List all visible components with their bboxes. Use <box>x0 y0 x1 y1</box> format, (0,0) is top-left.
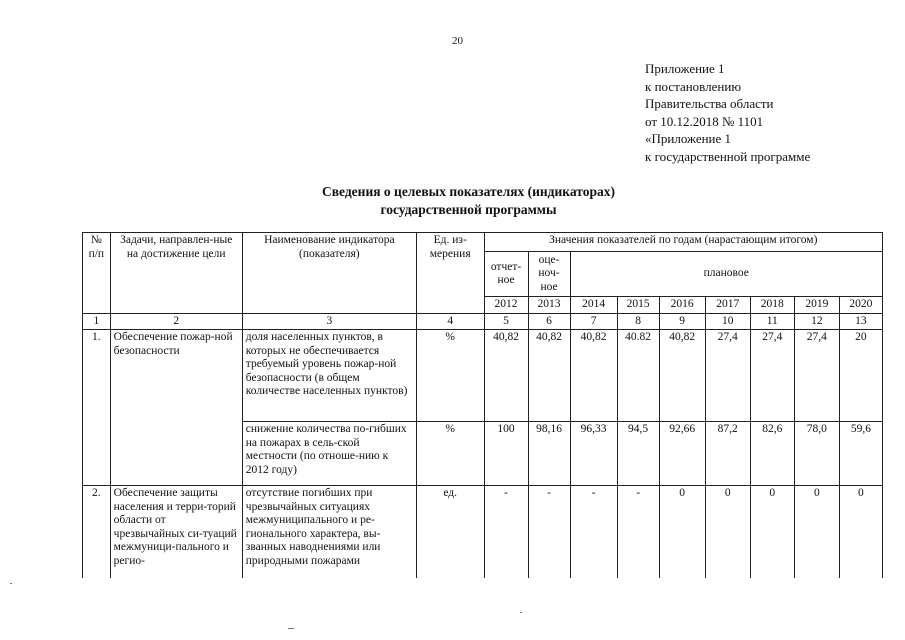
year-cell: 2015 <box>617 297 659 314</box>
value-cell: 96,33 <box>570 422 617 486</box>
header-values-group: Значения показателей по годам (нарастающим итогом) <box>484 233 883 252</box>
header-planned: плановое <box>570 252 882 297</box>
value-cell: 94,5 <box>617 422 659 486</box>
column-number: 8 <box>617 313 659 330</box>
scan-speck <box>10 583 12 584</box>
value-cell: 40,82 <box>570 330 617 422</box>
column-number: 6 <box>528 313 570 330</box>
appendix-line: Правительства области <box>645 96 774 111</box>
table-row <box>83 330 883 422</box>
year-cell: 2017 <box>705 297 750 314</box>
column-number: 10 <box>705 313 750 330</box>
header-indicator: Наименование индикатора (показателя) <box>242 233 416 314</box>
year-cell: 2012 <box>484 297 528 314</box>
value-cell: - <box>484 486 528 586</box>
row-number: 2. <box>83 486 111 586</box>
unit-cell: % <box>416 330 484 422</box>
scan-speck <box>288 628 294 629</box>
value-cell: 40,82 <box>528 330 570 422</box>
appendix-line: «Приложение 1 <box>645 131 732 146</box>
scan-speck <box>520 612 522 613</box>
value-cell: 0 <box>705 486 750 586</box>
appendix-line: к постановлению <box>645 78 742 94</box>
header-tasks: Задачи, направлен-ные на достижение цели <box>110 233 242 314</box>
table-row <box>83 486 883 586</box>
header-estimated: оце-ноч-ное <box>528 252 570 297</box>
year-cell: 2014 <box>570 297 617 314</box>
value-cell: 0 <box>794 486 839 586</box>
value-cell: 78,0 <box>794 422 839 486</box>
appendix-line: к государственной программе <box>645 148 811 164</box>
column-number: 3 <box>242 313 416 330</box>
task-cell: Обеспечение пожар-ной безопасности <box>110 330 242 486</box>
column-number: 13 <box>839 313 882 330</box>
value-cell: 20 <box>839 330 882 422</box>
column-number: 12 <box>794 313 839 330</box>
indicator-name: снижение количества по-гибших на пожарах в сель-ской местности (по отноше-нию к 2012 году) <box>242 422 416 486</box>
value-cell: - <box>570 486 617 586</box>
value-cell: 40.82 <box>617 330 659 422</box>
column-number: 11 <box>750 313 794 330</box>
column-number: 1 <box>83 313 111 330</box>
year-cell: 2016 <box>659 297 705 314</box>
value-cell: 40,82 <box>659 330 705 422</box>
value-cell: 0 <box>839 486 882 586</box>
value-cell: - <box>528 486 570 586</box>
appendix-line: от 10.12.2018 № 1101 <box>645 113 764 129</box>
header-num: № п/п <box>83 233 111 314</box>
column-number: 5 <box>484 313 528 330</box>
document-title <box>0 183 905 219</box>
unit-cell: ед. <box>416 486 484 586</box>
column-number: 7 <box>570 313 617 330</box>
value-cell: 100 <box>484 422 528 486</box>
value-cell: 0 <box>750 486 794 586</box>
value-cell: 40,82 <box>484 330 528 422</box>
year-cell: 2019 <box>794 297 839 314</box>
year-cell: 2018 <box>750 297 794 314</box>
column-number: 2 <box>110 313 242 330</box>
indicator-name: доля населенных пунктов, в которых не обеспечивается требуемый уровень пожар-ной безопасности (в общем количестве населенных пунктов) <box>242 330 416 422</box>
year-cell: 2020 <box>839 297 882 314</box>
value-cell: 98,16 <box>528 422 570 486</box>
value-cell: 0 <box>659 486 705 586</box>
value-cell: 92,66 <box>659 422 705 486</box>
value-cell: 27,4 <box>750 330 794 422</box>
value-cell: 82,6 <box>750 422 794 486</box>
appendix-reference <box>645 60 810 165</box>
page-bottom-cutoff <box>0 578 905 640</box>
header-unit: Ед. из-мерения <box>416 233 484 314</box>
indicators-table <box>82 232 883 586</box>
value-cell: - <box>617 486 659 586</box>
title-line: государственной программы <box>380 202 557 217</box>
value-cell: 59,6 <box>839 422 882 486</box>
year-cell: 2013 <box>528 297 570 314</box>
value-cell: 27,4 <box>794 330 839 422</box>
value-cell: 87,2 <box>705 422 750 486</box>
header-reported: отчет-ное <box>484 252 528 297</box>
row-number: 1. <box>83 330 111 486</box>
task-cell: Обеспечение защиты населения и терри-торий области от чрезвычайных си-туаций межмуници-пального и регио- <box>110 486 242 586</box>
indicator-name: отсутствие погибших при чрезвычайных ситуациях межмуниципального и ре-гионального характера, вы-званных наводнениями или природными пожарами <box>242 486 416 586</box>
value-cell: 27,4 <box>705 330 750 422</box>
appendix-line: Приложение 1 <box>645 61 725 76</box>
unit-cell: % <box>416 422 484 486</box>
column-number: 9 <box>659 313 705 330</box>
title-line: Сведения о целевых показателях (индикаторах) <box>322 184 615 199</box>
page-number: 20 <box>452 35 463 47</box>
column-number: 4 <box>416 313 484 330</box>
